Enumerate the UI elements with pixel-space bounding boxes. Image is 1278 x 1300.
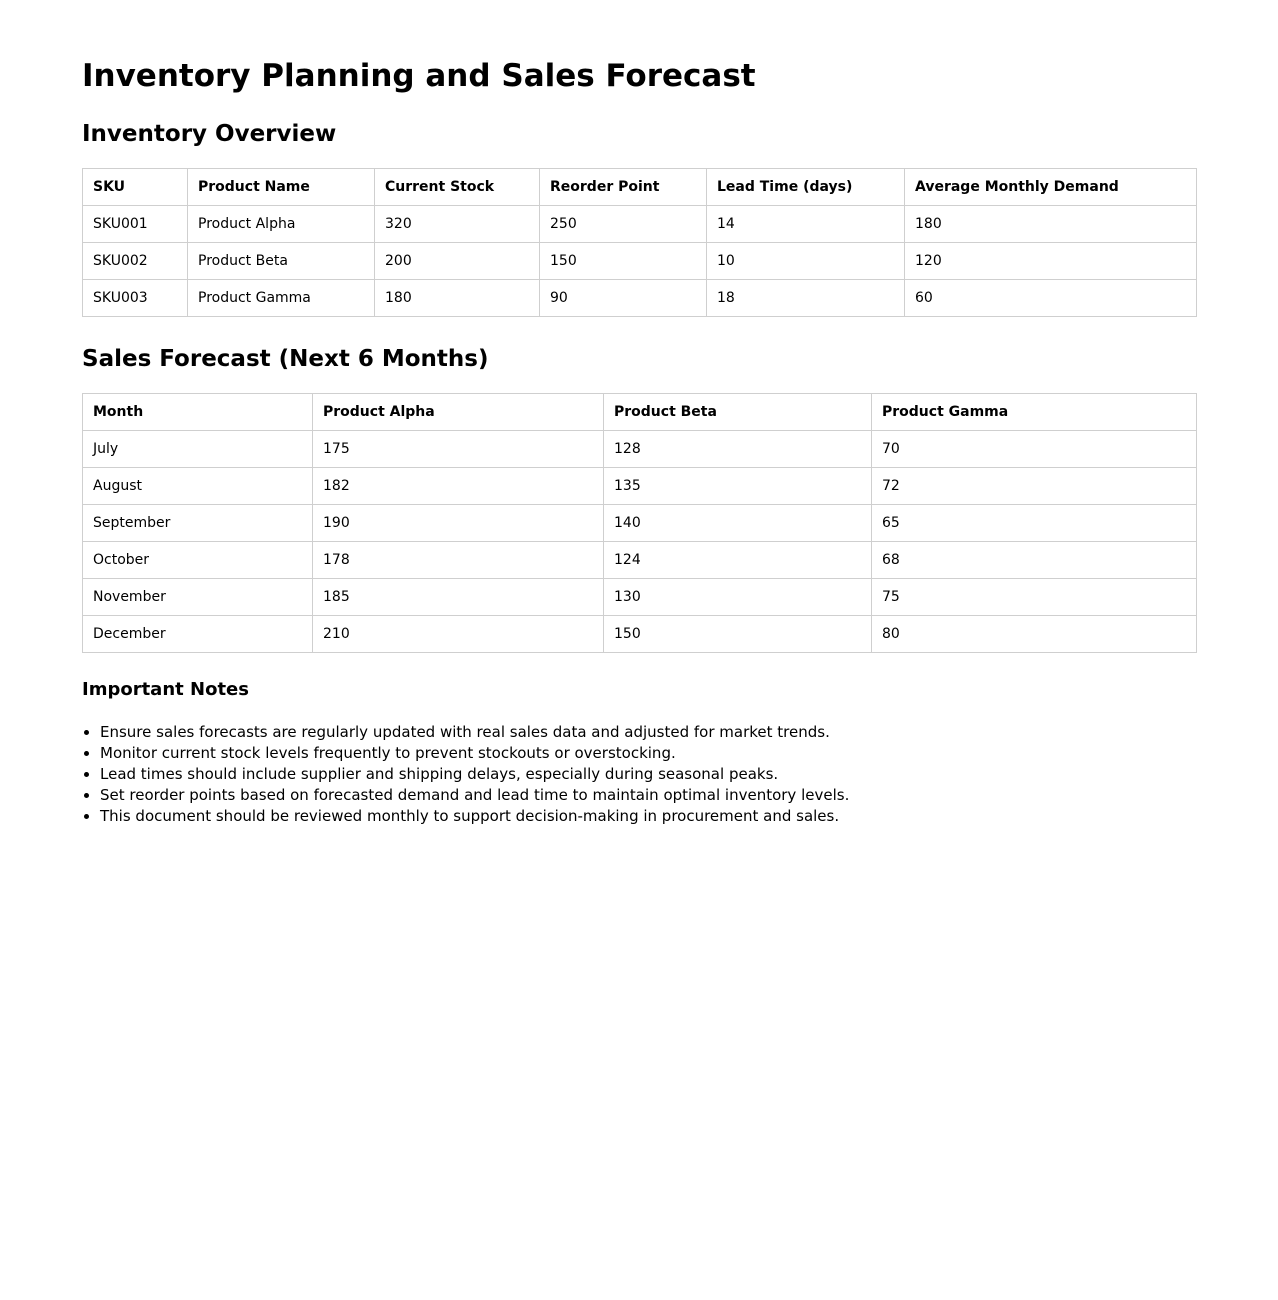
cell-product-alpha: 185 (313, 579, 604, 616)
cell-product-beta: 130 (604, 579, 872, 616)
cell-reorder-point: 150 (540, 243, 707, 280)
cell-month: September (83, 505, 313, 542)
column-header-lead-time: Lead Time (days) (707, 169, 905, 206)
column-header-reorder-point: Reorder Point (540, 169, 707, 206)
column-header-product-beta: Product Beta (604, 394, 872, 431)
table-row (83, 542, 1197, 579)
inventory-overview-table (82, 168, 1197, 317)
cell-average-monthly-demand: 120 (905, 243, 1197, 280)
cell-product-alpha: 210 (313, 616, 604, 653)
cell-product-name: Product Gamma (188, 280, 375, 317)
cell-product-beta: 140 (604, 505, 872, 542)
important-notes-list (82, 722, 1200, 827)
list-item: • This document should be reviewed monthly to support decision-making in procurement and sales. (100, 806, 1200, 827)
sales-forecast-table (82, 393, 1197, 653)
cell-product-alpha: 190 (313, 505, 604, 542)
cell-reorder-point: 250 (540, 206, 707, 243)
cell-product-alpha: 182 (313, 468, 604, 505)
column-header-product-alpha: Product Alpha (313, 394, 604, 431)
column-header-current-stock: Current Stock (375, 169, 540, 206)
cell-current-stock: 200 (375, 243, 540, 280)
table-row (83, 206, 1197, 243)
list-item: • Monitor current stock levels frequently to prevent stockouts or overstocking. (100, 743, 1200, 764)
column-header-average-monthly-demand: Average Monthly Demand (905, 169, 1197, 206)
cell-product-gamma: 75 (872, 579, 1197, 616)
cell-product-beta: 128 (604, 431, 872, 468)
cell-sku: SKU002 (83, 243, 188, 280)
cell-product-gamma: 65 (872, 505, 1197, 542)
cell-product-beta: 150 (604, 616, 872, 653)
page-title: Inventory Planning and Sales Forecast (82, 58, 756, 94)
cell-product-gamma: 70 (872, 431, 1197, 468)
cell-product-alpha: 175 (313, 431, 604, 468)
inventory-overview-heading: Inventory Overview (82, 121, 337, 147)
table-header-row (83, 169, 1197, 206)
list-item: • Lead times should include supplier and shipping delays, especially during seasonal peaks. (100, 764, 1200, 785)
sales-forecast-heading: Sales Forecast (Next 6 Months) (82, 346, 489, 372)
table-row (83, 431, 1197, 468)
cell-sku: SKU001 (83, 206, 188, 243)
cell-lead-time: 18 (707, 280, 905, 317)
table-row (83, 280, 1197, 317)
important-notes-heading: Important Notes (82, 679, 249, 700)
cell-product-name: Product Alpha (188, 206, 375, 243)
cell-current-stock: 180 (375, 280, 540, 317)
table-row (83, 616, 1197, 653)
cell-product-beta: 124 (604, 542, 872, 579)
cell-reorder-point: 90 (540, 280, 707, 317)
cell-month: November (83, 579, 313, 616)
cell-month: August (83, 468, 313, 505)
column-header-product-name: Product Name (188, 169, 375, 206)
table-header-row (83, 394, 1197, 431)
cell-product-name: Product Beta (188, 243, 375, 280)
cell-month: December (83, 616, 313, 653)
table-row (83, 468, 1197, 505)
column-header-product-gamma: Product Gamma (872, 394, 1197, 431)
cell-current-stock: 320 (375, 206, 540, 243)
cell-product-gamma: 80 (872, 616, 1197, 653)
cell-sku: SKU003 (83, 280, 188, 317)
cell-average-monthly-demand: 180 (905, 206, 1197, 243)
cell-lead-time: 14 (707, 206, 905, 243)
cell-product-beta: 135 (604, 468, 872, 505)
cell-month: July (83, 431, 313, 468)
cell-product-gamma: 68 (872, 542, 1197, 579)
table-row (83, 579, 1197, 616)
column-header-month: Month (83, 394, 313, 431)
cell-product-gamma: 72 (872, 468, 1197, 505)
list-item: • Set reorder points based on forecasted demand and lead time to maintain optimal inventory levels. (100, 785, 1200, 806)
cell-month: October (83, 542, 313, 579)
list-item: • Ensure sales forecasts are regularly updated with real sales data and adjusted for market trends. (100, 722, 1200, 743)
cell-lead-time: 10 (707, 243, 905, 280)
table-row (83, 243, 1197, 280)
table-row (83, 505, 1197, 542)
cell-average-monthly-demand: 60 (905, 280, 1197, 317)
cell-product-alpha: 178 (313, 542, 604, 579)
column-header-sku: SKU (83, 169, 188, 206)
